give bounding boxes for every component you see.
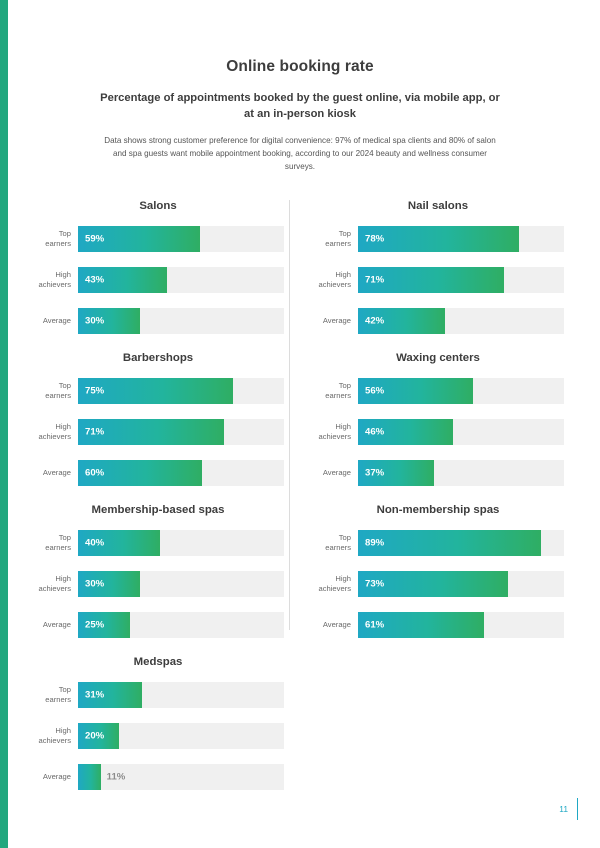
chart-panel-grid xyxy=(0,194,600,802)
bar-row xyxy=(32,571,284,597)
bar-track xyxy=(78,226,284,252)
bar-row xyxy=(32,308,284,334)
panel-title: Salons xyxy=(139,199,177,212)
category-label: Top earners xyxy=(45,533,71,552)
bar-row xyxy=(312,530,564,556)
bar-row xyxy=(312,419,564,445)
bar-row xyxy=(32,378,284,404)
category-label: High achievers xyxy=(318,422,351,441)
chart-panel-barbershops xyxy=(18,346,298,498)
panel-title: Barbershops xyxy=(122,351,194,364)
bar-track xyxy=(78,378,284,404)
category-label: Average xyxy=(42,316,71,326)
bar-value-label: 30% xyxy=(85,315,105,327)
category-label: High achievers xyxy=(38,422,71,441)
bar-value-label: 61% xyxy=(365,619,385,631)
bar-row xyxy=(312,460,564,486)
bar-value-label: 25% xyxy=(85,619,105,631)
category-label: High achievers xyxy=(318,574,351,593)
category-label: Average xyxy=(42,620,71,630)
bar-value-label: 31% xyxy=(85,689,105,701)
bar-track xyxy=(358,308,564,334)
bar-track xyxy=(78,682,284,708)
bar-value-label: 89% xyxy=(365,537,385,549)
page-number: 11 xyxy=(559,804,568,814)
category-label: Top earners xyxy=(325,229,351,248)
bar-value-label: 71% xyxy=(85,426,105,438)
category-label: High achievers xyxy=(38,270,71,289)
bar-value-label: 11% xyxy=(106,771,126,783)
bar-track xyxy=(78,530,284,556)
chart-panel-non-membership-spas xyxy=(298,498,578,650)
bar-row xyxy=(32,530,284,556)
bar-track xyxy=(358,530,564,556)
bar-track xyxy=(358,571,564,597)
category-label: Top earners xyxy=(325,381,351,400)
bar-track xyxy=(358,226,564,252)
panel-title: Waxing centers xyxy=(396,351,480,364)
category-label: Average xyxy=(322,620,351,630)
bar-row xyxy=(312,267,564,293)
bar-row xyxy=(312,571,564,597)
panel-title: Membership-based spas xyxy=(91,503,225,516)
chart-panel-membership-based-spas xyxy=(18,498,298,650)
bar-track xyxy=(358,378,564,404)
bar-track xyxy=(78,308,284,334)
bar-row xyxy=(32,419,284,445)
chart-panel-salons xyxy=(18,194,298,346)
bar-track xyxy=(358,267,564,293)
footer-rule xyxy=(577,798,578,820)
bar-value-label: 71% xyxy=(365,274,385,286)
page-footer xyxy=(559,798,578,820)
category-label: High achievers xyxy=(38,726,71,745)
chart-description: Data shows strong customer preference for digital convenience: 97% of medical spa clients and 80% of salon and spa guests want mobile appointment booking, according to our 2024 beauty and wellness consumer surveys. xyxy=(104,136,496,172)
bar-row xyxy=(32,764,284,790)
bar-track xyxy=(78,419,284,445)
bar-track xyxy=(78,267,284,293)
bar-value-label: 56% xyxy=(365,385,385,397)
bar-row xyxy=(312,612,564,638)
bar-track xyxy=(78,571,284,597)
bar-row xyxy=(32,460,284,486)
chart-panel-empty xyxy=(298,650,578,802)
category-label: Average xyxy=(42,468,71,478)
category-label: Top earners xyxy=(45,685,71,704)
bar-value-label: 78% xyxy=(365,233,385,245)
bar-track xyxy=(358,612,564,638)
category-label: Average xyxy=(322,468,351,478)
bar-row xyxy=(312,378,564,404)
category-label: Top earners xyxy=(45,229,71,248)
category-label: Top earners xyxy=(325,533,351,552)
page-title: Online booking rate xyxy=(226,58,374,75)
bar-track xyxy=(358,460,564,486)
bar-row xyxy=(32,267,284,293)
bar-value-label: 20% xyxy=(85,730,105,742)
chart-header xyxy=(0,0,600,174)
chart-panel-medspas xyxy=(18,650,298,802)
bar-value-label: 73% xyxy=(365,578,385,590)
bar-row xyxy=(312,308,564,334)
category-label: Average xyxy=(42,772,71,782)
bar-value-label: 59% xyxy=(85,233,105,245)
bar-track xyxy=(78,612,284,638)
bar-fill xyxy=(78,764,101,790)
chart-panel-nail-salons xyxy=(298,194,578,346)
panel-title: Nail salons xyxy=(407,199,469,212)
category-label: Average xyxy=(322,316,351,326)
bar-track xyxy=(358,419,564,445)
bar-fill xyxy=(358,530,541,556)
bar-row xyxy=(32,682,284,708)
bar-row xyxy=(312,226,564,252)
bar-row xyxy=(32,723,284,749)
category-label: High achievers xyxy=(38,574,71,593)
panel-title: Medspas xyxy=(133,655,183,668)
chart-panel-waxing-centers xyxy=(298,346,578,498)
panel-title: Non-membership spas xyxy=(376,503,500,516)
bar-value-label: 40% xyxy=(85,537,105,549)
bar-value-label: 30% xyxy=(85,578,105,590)
bar-value-label: 46% xyxy=(365,426,385,438)
bar-track xyxy=(78,723,284,749)
category-label: Top earners xyxy=(45,381,71,400)
bar-track xyxy=(78,460,284,486)
bar-row xyxy=(32,612,284,638)
bar-row xyxy=(32,226,284,252)
bar-value-label: 75% xyxy=(85,385,105,397)
bar-value-label: 37% xyxy=(365,467,385,479)
bar-value-label: 43% xyxy=(85,274,105,286)
bar-value-label: 60% xyxy=(85,467,105,479)
bar-value-label: 42% xyxy=(365,315,385,327)
bar-track xyxy=(78,764,284,790)
category-label: High achievers xyxy=(318,270,351,289)
column-divider xyxy=(289,200,290,630)
chart-subtitle: Percentage of appointments booked by the guest online, via mobile app, or at an in-person kiosk xyxy=(100,92,500,121)
